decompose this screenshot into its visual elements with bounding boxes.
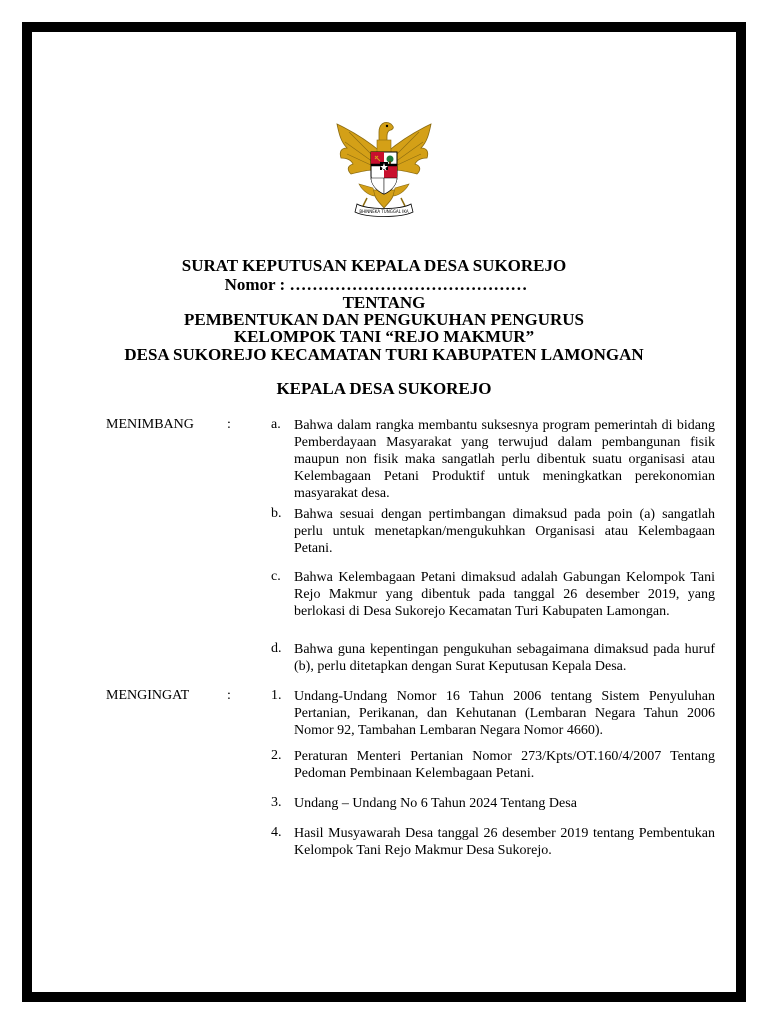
subject-line-3: DESA SUKOREJO KECAMATAN TURI KABUPATEN LAMONGAN	[124, 345, 644, 364]
garuda-emblem-icon	[329, 112, 439, 224]
list-marker: 3.	[271, 795, 282, 810]
menimbang-item-a: Bahwa dalam rangka membantu suksesnya program pemerintah di bidang Pemberdayaan Masyarakat yang terwujud dalam pembangunan fisik maupun non fisik maka sangatlah perlu dibentuk suatu organisasi atau Kelembagaan Petani Produktif untuk meningkatkan perekonomian masyarakat desa.	[294, 418, 715, 501]
menimbang-label: MENIMBANG	[106, 417, 194, 432]
subject-line-1: PEMBENTUKAN DAN PENGUKUHAN PENGURUS	[184, 310, 584, 329]
subject-line-2: KELOMPOK TANI “REJO MAKMUR”	[233, 327, 535, 346]
mengingat-label: MENGINGAT	[106, 688, 190, 703]
list-marker: c.	[271, 569, 281, 584]
mengingat-colon: :	[227, 688, 231, 703]
menimbang-item-d: Bahwa guna kepentingan pengukuhan sebagaimana dimaksud pada huruf (b), perlu ditetapkan dengan Surat Keputusan Kepala Desa.	[294, 642, 715, 674]
mengingat-item-3: Undang – Undang No 6 Tahun 2024 Tentang Desa	[294, 796, 577, 811]
list-marker: 1.	[271, 688, 282, 703]
menimbang-colon: :	[227, 417, 231, 432]
list-marker: b.	[271, 506, 282, 521]
list-marker: 2.	[271, 748, 282, 763]
official-heading: KEPALA DESA SUKOREJO	[276, 379, 492, 398]
document-title: SURAT KEPUTUSAN KEPALA DESA SUKOREJO	[181, 256, 567, 275]
list-marker: a.	[271, 417, 281, 432]
document-number: Nomor : ……………………………………	[224, 275, 528, 294]
menimbang-item-b: Bahwa sesuai dengan pertimbangan dimaksud pada poin (a) sangatlah perlu untuk menetapkan/mengukuhkan Organisasi atau Kelembagaan Petani.	[294, 507, 715, 556]
mengingat-item-1: Undang-Undang Nomor 16 Tahun 2006 tentang Sistem Penyuluhan Pertanian, Perikanan, dan Kehutanan (Lembaran Negara Tahun 2006 Nomor 92, Tambahan Lembaran Negara Nomor 4660).	[294, 689, 715, 738]
tentang-heading: TENTANG	[342, 293, 426, 312]
list-marker: 4.	[271, 825, 282, 840]
menimbang-item-c: Bahwa Kelembagaan Petani dimaksud adalah Gabungan Kelompok Tani Rejo Makmur yang dibentuk pada tanggal 26 desember 2019, yang berlokasi di Desa Sukorejo Kecamatan Turi Kabupaten Lamongan.	[294, 570, 715, 619]
list-marker: d.	[271, 641, 282, 656]
emblem-motto: BHINNEKA TUNGGAL IKA	[359, 209, 409, 214]
mengingat-item-2: Peraturan Menteri Pertanian Nomor 273/Kpts/OT.160/4/2007 Tentang Pedoman Pembinaan Kelembagaan Petani.	[294, 749, 715, 781]
mengingat-item-4: Hasil Musyawarah Desa tanggal 26 desember 2019 tentang Pembentukan Kelompok Tani Rejo Makmur Desa Sukorejo.	[294, 826, 715, 858]
